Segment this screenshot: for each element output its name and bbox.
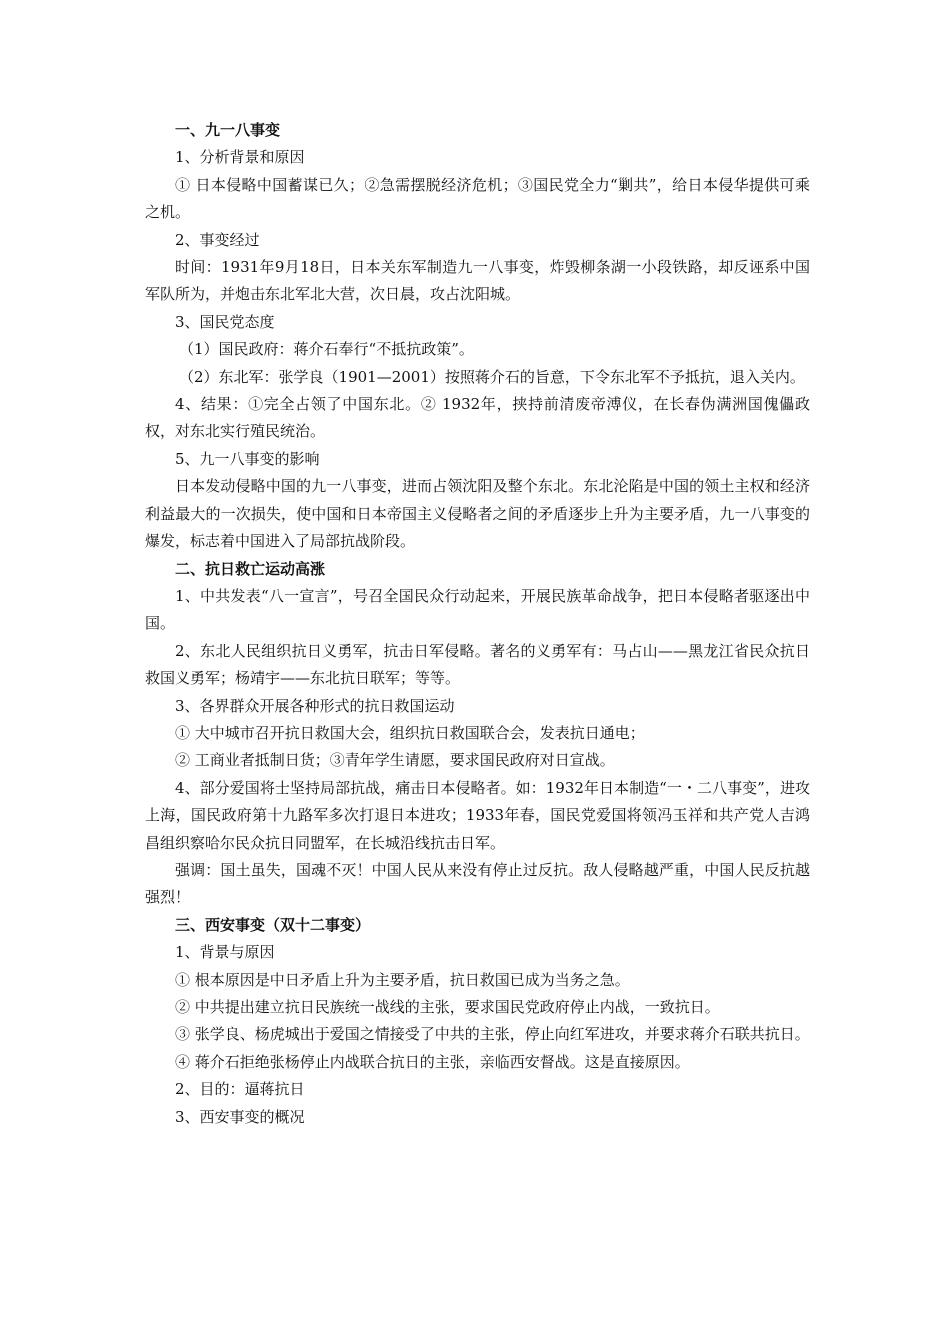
paragraph: 3、国民党态度 bbox=[175, 312, 275, 331]
paragraph: 1、分析背景和原因 bbox=[175, 148, 305, 167]
paragraph: 日本发动侵略中国的九一八事变，进而占领沈阳及整个东北。东北沦陷是中国的领土主权和经济利益最大的一次损失，使中国和日本帝国主义侵略者之间的矛盾逐步上升为主要矛盾，九一八事变的爆发，标志着中国进入了局部抗战阶段。 bbox=[145, 477, 810, 551]
paragraph: 3、各界群众开展各种形式的抗日救国运动 bbox=[175, 696, 455, 715]
paragraph: 时间：1931年9月18日，日本关东军制造九一八事变，炸毁柳条湖一小段铁路，却反诬系中国军队所为，并炮击东北军北大营，次日晨，攻占沈阳城。 bbox=[145, 258, 810, 304]
paragraph: ② 工商业者抵制日货；③青年学生请愿，要求国民政府对日宣战。 bbox=[175, 751, 615, 770]
section-heading: 二、抗日救亡运动高涨 bbox=[175, 559, 326, 578]
paragraph: 3、西安事变的概况 bbox=[175, 1107, 305, 1126]
paragraph: ① 日本侵略中国蓄谋已久；②急需摆脱经济危机；③国民党全力“剿共”，给日本侵华提供可乘之机。 bbox=[145, 175, 810, 222]
paragraph: ④ 蒋介石拒绝张杨停止内战联合抗日的主张，亲临西安督战。这是直接原因。 bbox=[175, 1052, 690, 1071]
paragraph: 1、中共发表“八一宣言”，号召全国民众行动起来，开展民族革命战争，把日本侵略者驱逐出中国。 bbox=[145, 586, 810, 633]
paragraph: ① 根本原因是中日矛盾上升为主要矛盾，抗日救国已成为当务之急。 bbox=[175, 970, 630, 989]
paragraph: （2）东北军：张学良（1901—2001）按照蒋介石的旨意，下令东北军不予抵抗，退入关内。 bbox=[179, 367, 805, 386]
paragraph: （1）国民政府：蒋介石奉行“不抵抗政策”。 bbox=[179, 340, 474, 359]
paragraph: ② 中共提出建立抗日民族统一战线的主张，要求国民党政府停止内战，一致抗日。 bbox=[175, 998, 720, 1016]
paragraph: 4、部分爱国将士坚持局部抗战，痛击日本侵略者。如：1932年日本制造“一・二八事变”，进攻上海，国民政府第十九路军多次打退日本进攻；1933年春，国民党爱国将领冯玉祥和共产党人吉鸿昌组织察哈尔民众抗日同盟军，在长城沿线抗击日军。 bbox=[145, 778, 810, 852]
paragraph: 5、九一八事变的影响 bbox=[175, 449, 320, 468]
paragraph: 2、东北人民组织抗日义勇军，抗击日军侵略。著名的义勇军有：马占山——黑龙江省民众抗日救国义勇军；杨靖宇——东北抗日联军；等等。 bbox=[145, 641, 810, 688]
paragraph: ① 大中城市召开抗日救国大会，组织抗日救国联合会，发表抗日通电； bbox=[175, 723, 645, 742]
section-heading: 三、西安事变（双十二事变） bbox=[175, 915, 371, 934]
paragraph: 4、结果：①完全占领了中国东北。② 1932年，挟持前清废帝溥仪，在长春伪满洲国傀儡政权，对东北实行殖民统治。 bbox=[145, 395, 810, 441]
section-heading: 一、九一八事变 bbox=[175, 121, 281, 139]
paragraph: 1、背景与原因 bbox=[175, 943, 275, 962]
paragraph: 2、事变经过 bbox=[175, 230, 260, 249]
paragraph: 强调：国土虽失，国魂不灭！中国人民从来没有停止过反抗。敌人侵略越严重，中国人民反抗越强烈！ bbox=[145, 860, 810, 907]
paragraph: 2、目的：逼蒋抗日 bbox=[175, 1080, 305, 1099]
paragraph: ③ 张学良、杨虎城出于爱国之情接受了中共的主张，停止向红军进攻，并要求蒋介石联共抗日。 bbox=[175, 1025, 810, 1044]
document-body bbox=[145, 117, 810, 1131]
